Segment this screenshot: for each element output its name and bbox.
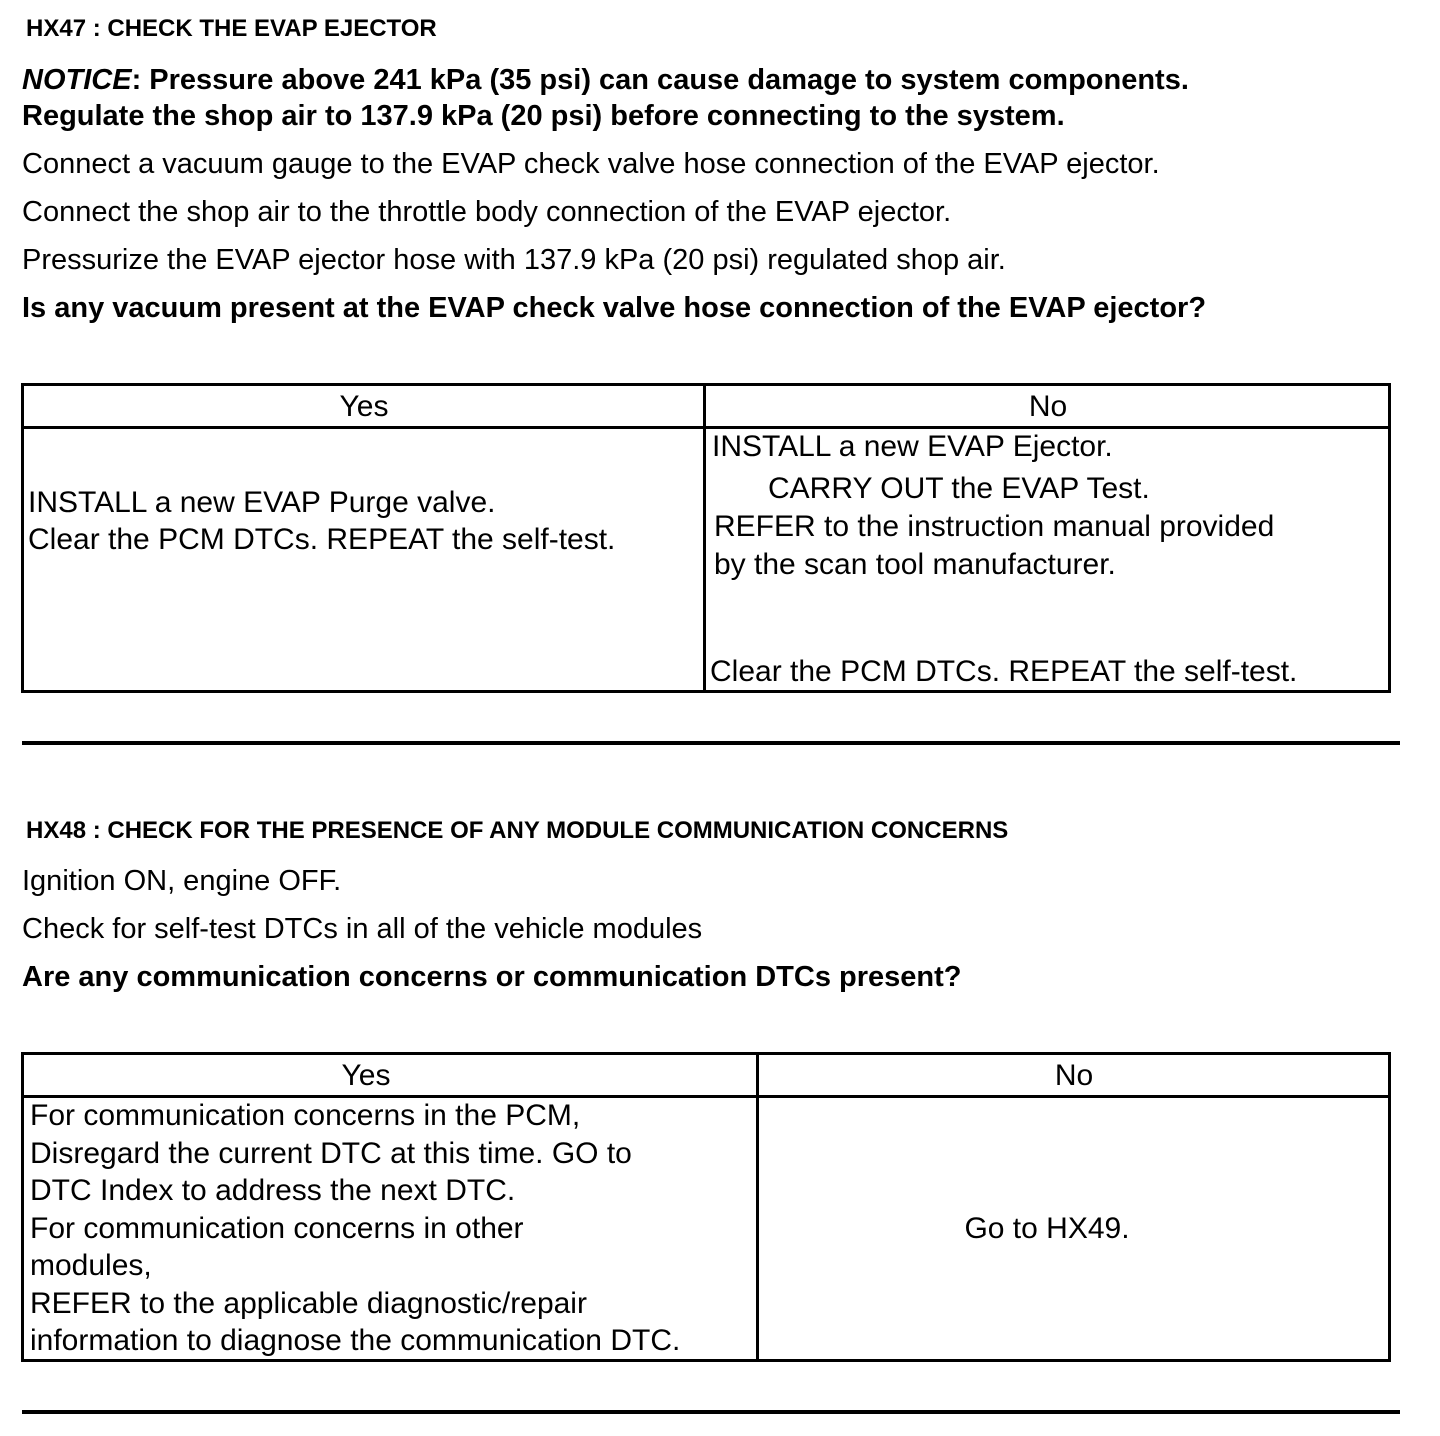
no-cell-line: INSTALL a new EVAP Ejector.	[712, 430, 1113, 463]
no-cell-line: Clear the PCM DTCs. REPEAT the self-test.	[710, 655, 1298, 688]
question: Is any vacuum present at the EVAP check valve hose connection of the EVAP ejector?	[22, 292, 1207, 324]
header-divider	[21, 1095, 1391, 1098]
notice-label: NOTICE	[22, 64, 132, 96]
yes-cell-line: For communication concerns in the PCM,	[30, 1099, 581, 1132]
column-divider	[756, 1052, 759, 1360]
step-line: Connect the shop air to the throttle body connection of the EVAP ejector.	[22, 196, 952, 228]
question: Are any communication concerns or communication DTCs present?	[22, 961, 962, 993]
step-heading: HX47 : CHECK THE EVAP EJECTOR	[26, 15, 437, 42]
yes-cell-line: DTC Index to address the next DTC.	[30, 1174, 516, 1207]
no-cell-line: REFER to the instruction manual provided	[714, 510, 1275, 543]
yes-cell-line: Clear the PCM DTCs. REPEAT the self-test.	[28, 523, 616, 556]
step-line: Pressurize the EVAP ejector hose with 137.9 kPa (20 psi) regulated shop air.	[22, 244, 1006, 276]
yes-cell-line: INSTALL a new EVAP Purge valve.	[28, 486, 496, 519]
notice-text: : Pressure above 241 kPa (35 psi) can cause damage to system components.	[131, 64, 1189, 96]
yes-cell-line: REFER to the applicable diagnostic/repair	[30, 1287, 587, 1320]
notice-line-1	[22, 66, 1189, 95]
section-divider	[22, 741, 1400, 745]
column-divider	[703, 383, 706, 693]
yes-cell-line: modules,	[30, 1249, 152, 1282]
step-line: Ignition ON, engine OFF.	[22, 865, 342, 897]
no-header: No	[1028, 390, 1068, 423]
no-cell-line: by the scan tool manufacturer.	[714, 548, 1116, 581]
no-cell-line: CARRY OUT the EVAP Test.	[768, 472, 1150, 505]
step-heading: HX48 : CHECK FOR THE PRESENCE OF ANY MODULE COMMUNICATION CONCERNS	[26, 817, 1009, 844]
yes-cell-line: Disregard the current DTC at this time. GO to	[30, 1137, 632, 1170]
yes-header: Yes	[339, 390, 389, 423]
step-line: Check for self-test DTCs in all of the vehicle modules	[22, 913, 703, 945]
yes-cell-line: For communication concerns in other	[30, 1212, 524, 1245]
no-header: No	[1054, 1059, 1094, 1092]
yes-cell-line: information to diagnose the communication DTC.	[30, 1324, 681, 1357]
yes-header: Yes	[341, 1059, 391, 1092]
step-line: Connect a vacuum gauge to the EVAP check valve hose connection of the EVAP ejector.	[22, 148, 1160, 180]
header-divider	[21, 426, 1391, 429]
no-cell-text: Go to HX49.	[964, 1212, 1130, 1245]
notice-line-2: Regulate the shop air to 137.9 kPa (20 psi) before connecting to the system.	[22, 100, 1065, 132]
section-divider	[22, 1410, 1400, 1414]
